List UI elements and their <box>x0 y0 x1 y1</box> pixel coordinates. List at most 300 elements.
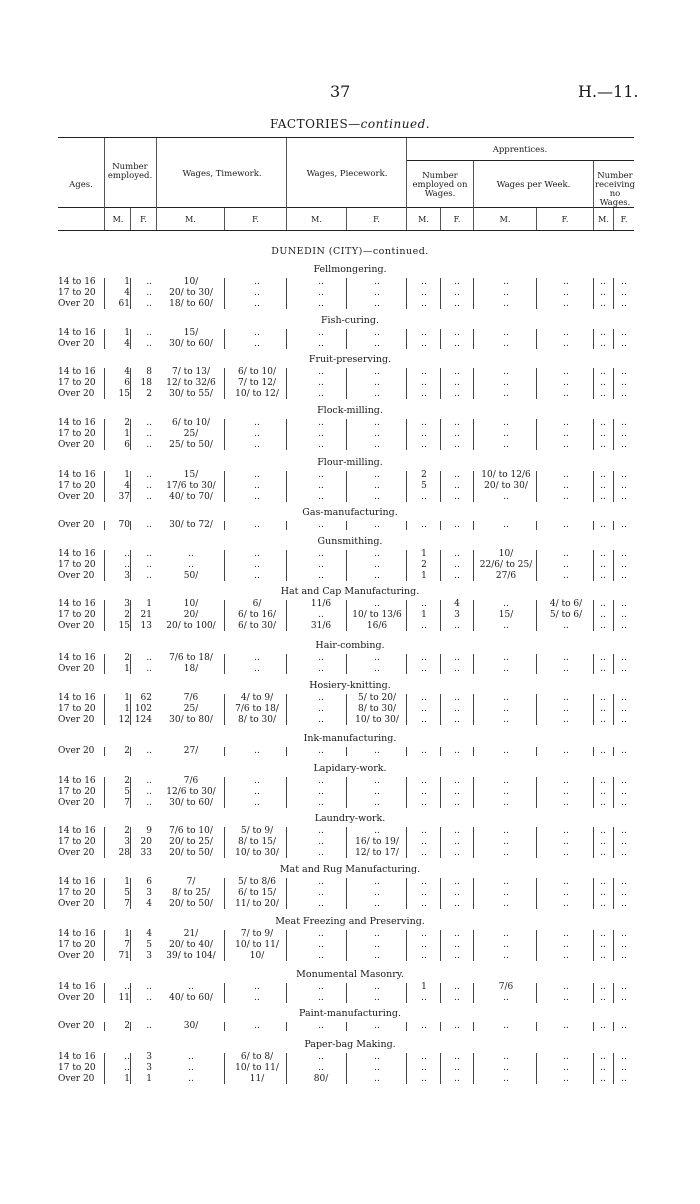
column-separator <box>440 550 441 581</box>
table-cell: .. <box>600 440 606 450</box>
table-cell: .. <box>374 470 380 480</box>
column-separator <box>536 278 537 309</box>
table-cell: 9 <box>146 826 152 836</box>
column-separator <box>536 654 537 674</box>
table-cell: 40/ to 70/ <box>169 492 213 502</box>
table-cell: 1 <box>421 982 427 992</box>
column-separator <box>593 550 594 581</box>
column-separator <box>130 1053 131 1084</box>
ages-header: Ages. <box>69 180 93 190</box>
table-cell: .. <box>454 549 460 559</box>
column-separator <box>473 600 474 631</box>
table-cell: 30/ to 55/ <box>169 389 213 399</box>
table-row <box>0 1052 700 1063</box>
table-cell: .. <box>563 776 569 786</box>
table-cell: .. <box>454 899 460 909</box>
column-separator <box>473 550 474 581</box>
page-title <box>0 117 700 131</box>
table-cell: 5/ to 6/ <box>549 610 583 620</box>
column-separator <box>346 747 347 756</box>
column-separator <box>104 878 105 909</box>
table-cell: .. <box>454 1021 460 1031</box>
age-group-cell: Over 20 <box>58 1074 95 1084</box>
table-cell: 33 <box>140 848 152 858</box>
table-cell: .. <box>600 277 606 287</box>
column-separator <box>104 278 105 309</box>
table-cell: .. <box>621 621 627 631</box>
table-row <box>0 571 700 582</box>
column-separator <box>406 521 407 530</box>
column-separator <box>346 1022 347 1031</box>
table-cell: .. <box>454 492 460 502</box>
table-cell: .. <box>563 339 569 349</box>
table-row <box>0 653 700 664</box>
table-cell: .. <box>503 1063 509 1073</box>
table-cell: 10/ <box>183 277 199 287</box>
table-cell: .. <box>421 940 427 950</box>
column-separator <box>130 930 131 961</box>
table-cell: 61 <box>118 299 130 309</box>
table-cell: .. <box>454 367 460 377</box>
age-group-cell: 17 to 20 <box>58 481 96 491</box>
table-cell: 12/ to 32/6 <box>166 378 216 388</box>
table-cell: .. <box>454 837 460 847</box>
table-cell: .. <box>621 299 627 309</box>
column-separator <box>440 1053 441 1084</box>
table-cell: .. <box>621 951 627 961</box>
age-group-cell: 17 to 20 <box>58 1063 96 1073</box>
table-cell: 10/ <box>249 951 265 961</box>
table-cell: .. <box>454 560 460 570</box>
column-separator <box>613 1053 614 1084</box>
table-cell: 16/6 <box>366 621 388 631</box>
table-cell: .. <box>600 492 606 502</box>
table-cell: .. <box>600 610 606 620</box>
table-cell: 8/ to 30/ <box>238 715 276 725</box>
table-cell: .. <box>454 1063 460 1073</box>
table-row <box>0 481 700 492</box>
table-cell: .. <box>454 940 460 950</box>
table-cell: .. <box>188 982 194 992</box>
column-separator <box>130 550 131 581</box>
table-cell: 1 <box>146 599 152 609</box>
table-cell: .. <box>421 288 427 298</box>
table-cell: .. <box>621 610 627 620</box>
table-cell: 10/ to 12/6 <box>481 470 531 480</box>
age-group-cell: Over 20 <box>58 899 95 909</box>
table-cell: 5 <box>146 940 152 950</box>
table-cell: 2 <box>124 653 130 663</box>
table-cell: .. <box>621 277 627 287</box>
age-group-cell: Over 20 <box>58 746 95 756</box>
table-cell: .. <box>563 798 569 808</box>
table-cell: .. <box>454 693 460 703</box>
table-cell: .. <box>621 877 627 887</box>
table-cell: .. <box>621 982 627 992</box>
table-cell: .. <box>421 339 427 349</box>
column-separator <box>104 471 105 502</box>
column-separator <box>593 471 594 502</box>
table-cell: .. <box>374 389 380 399</box>
age-group-cell: 17 to 20 <box>58 610 96 620</box>
table-cell: 15 <box>118 389 130 399</box>
table-cell: 3 <box>454 610 460 620</box>
age-group-cell: 14 to 16 <box>58 328 96 338</box>
table-cell: .. <box>454 328 460 338</box>
table-cell: .. <box>124 1052 130 1062</box>
table-cell: .. <box>374 1074 380 1084</box>
table-cell: .. <box>621 389 627 399</box>
table-cell: .. <box>621 328 627 338</box>
table-cell: .. <box>318 899 324 909</box>
column-separator <box>224 521 225 530</box>
table-cell: .. <box>600 520 606 530</box>
table-row <box>0 798 700 809</box>
column-separator <box>440 329 441 349</box>
column-separator <box>346 654 347 674</box>
table-cell: .. <box>600 549 606 559</box>
column-separator <box>104 1022 105 1031</box>
table-cell: .. <box>600 664 606 674</box>
table-cell: .. <box>454 787 460 797</box>
table-cell: .. <box>454 982 460 992</box>
column-separator <box>130 1022 131 1031</box>
table-cell: .. <box>421 1074 427 1084</box>
table-row <box>0 982 700 993</box>
table-cell: 11/6 <box>310 599 332 609</box>
table-cell: .. <box>600 328 606 338</box>
table-cell: .. <box>124 1063 130 1073</box>
table-cell: .. <box>124 549 130 559</box>
table-cell: .. <box>421 776 427 786</box>
table-cell: 10/ to 30/ <box>355 715 399 725</box>
table-cell: .. <box>318 1052 324 1062</box>
table-cell: .. <box>454 888 460 898</box>
table-cell: .. <box>146 288 152 298</box>
table-cell: .. <box>374 653 380 663</box>
column-separator <box>536 827 537 858</box>
age-group-cell: 14 to 16 <box>58 929 96 939</box>
column-separator <box>130 471 131 502</box>
table-cell: .. <box>621 378 627 388</box>
column-separator <box>613 777 614 808</box>
table-cell: .. <box>563 715 569 725</box>
column-separator <box>406 747 407 756</box>
age-group-cell: Over 20 <box>58 621 95 631</box>
table-cell: .. <box>600 1074 606 1084</box>
age-group-cell: 14 to 16 <box>58 877 96 887</box>
table-cell: .. <box>318 704 324 714</box>
table-cell: .. <box>621 571 627 581</box>
table-cell: .. <box>318 715 324 725</box>
table-cell: 5 <box>124 787 130 797</box>
table-cell: 27/6 <box>495 571 517 581</box>
table-cell: .. <box>318 277 324 287</box>
table-cell: .. <box>600 389 606 399</box>
table-row <box>0 693 700 704</box>
table-cell: 13 <box>140 621 152 631</box>
table-cell: .. <box>503 653 509 663</box>
age-group-cell: 17 to 20 <box>58 704 96 714</box>
table-cell: 18 <box>140 378 152 388</box>
column-separator <box>613 419 614 450</box>
table-cell: .. <box>621 440 627 450</box>
table-cell: .. <box>454 929 460 939</box>
table-cell: 7/6 <box>183 693 199 703</box>
column-separator <box>440 521 441 530</box>
table-cell: .. <box>600 888 606 898</box>
table-cell: .. <box>421 389 427 399</box>
table-cell: .. <box>600 798 606 808</box>
table-row <box>0 704 700 715</box>
table-row <box>0 470 700 481</box>
table-cell: .. <box>503 299 509 309</box>
table-cell: .. <box>318 470 324 480</box>
column-separator <box>536 930 537 961</box>
table-cell: .. <box>146 571 152 581</box>
column-separator <box>593 600 594 631</box>
table-cell: .. <box>621 288 627 298</box>
table-cell: 10/ <box>183 599 199 609</box>
column-separator <box>536 550 537 581</box>
table-cell: .. <box>254 418 260 428</box>
table-cell: 6 <box>124 440 130 450</box>
table-cell: .. <box>374 1063 380 1073</box>
column-separator <box>593 983 594 1003</box>
column-separator <box>473 1053 474 1084</box>
table-cell: .. <box>421 328 427 338</box>
table-cell: 1 <box>124 704 130 714</box>
table-cell: .. <box>454 378 460 388</box>
table-cell: 2 <box>124 826 130 836</box>
age-group-cell: 14 to 16 <box>58 418 96 428</box>
age-group-cell: 17 to 20 <box>58 888 96 898</box>
table-cell: 5/ to 8/6 <box>238 877 276 887</box>
column-separator <box>593 329 594 349</box>
column-separator <box>613 1022 614 1031</box>
column-separator <box>536 419 537 450</box>
table-cell: 25/ <box>183 429 199 439</box>
table-cell: 20/ to 30/ <box>169 288 213 298</box>
table-cell: 1 <box>124 693 130 703</box>
column-separator <box>346 419 347 450</box>
table-cell: .. <box>503 940 509 950</box>
table-cell: 6/ to 15/ <box>238 888 276 898</box>
table-cell: .. <box>600 1063 606 1073</box>
table-cell: .. <box>421 951 427 961</box>
column-separator <box>613 521 614 530</box>
table-cell: .. <box>503 837 509 847</box>
table-cell: .. <box>454 481 460 491</box>
column-separator <box>440 827 441 858</box>
table-cell: .. <box>421 429 427 439</box>
column-separator <box>536 521 537 530</box>
table-cell: .. <box>318 1021 324 1031</box>
table-cell: 1 <box>146 1074 152 1084</box>
column-separator <box>286 329 287 349</box>
column-separator <box>473 827 474 858</box>
table-cell: .. <box>563 787 569 797</box>
age-group-cell: 17 to 20 <box>58 787 96 797</box>
table-cell: .. <box>318 746 324 756</box>
column-separator <box>130 747 131 756</box>
column-separator <box>440 278 441 309</box>
column-separator <box>104 550 105 581</box>
table-cell: .. <box>563 367 569 377</box>
table-cell: .. <box>421 621 427 631</box>
table-cell: .. <box>374 951 380 961</box>
table-cell: .. <box>621 470 627 480</box>
table-cell: .. <box>374 1052 380 1062</box>
column-separator <box>130 329 131 349</box>
mf-label: M. <box>311 215 322 224</box>
table-cell: .. <box>318 693 324 703</box>
table-cell: .. <box>254 982 260 992</box>
table-cell: .. <box>146 481 152 491</box>
column-separator <box>130 368 131 399</box>
column-separator <box>473 747 474 756</box>
table-cell: 27/ <box>183 746 199 756</box>
table-cell: 2 <box>124 776 130 786</box>
table-cell: .. <box>146 418 152 428</box>
table-cell: .. <box>188 1063 194 1073</box>
age-group-cell: 14 to 16 <box>58 277 96 287</box>
table-cell: .. <box>124 560 130 570</box>
table-cell: .. <box>454 664 460 674</box>
table-cell: .. <box>318 328 324 338</box>
table-cell: .. <box>600 653 606 663</box>
column-separator <box>536 777 537 808</box>
column-separator <box>613 368 614 399</box>
table-cell: 5 <box>421 481 427 491</box>
table-cell: .. <box>254 664 260 674</box>
table-cell: .. <box>563 826 569 836</box>
table-cell: .. <box>503 378 509 388</box>
table-cell: 25/ <box>183 704 199 714</box>
table-cell: .. <box>318 877 324 887</box>
table-cell: 1 <box>124 664 130 674</box>
table-cell: .. <box>421 837 427 847</box>
column-separator <box>130 983 131 1003</box>
column-separator <box>406 694 407 725</box>
table-cell: .. <box>621 837 627 847</box>
table-cell: .. <box>146 470 152 480</box>
table-cell: 7 <box>124 940 130 950</box>
table-cell: .. <box>621 993 627 1003</box>
table-cell: .. <box>454 520 460 530</box>
table-cell: .. <box>254 549 260 559</box>
column-separator <box>406 419 407 450</box>
table-cell: 6/ to 10/ <box>172 418 210 428</box>
table-cell: .. <box>254 288 260 298</box>
column-separator <box>593 521 594 530</box>
table-cell: 2 <box>421 560 427 570</box>
mf-label: F. <box>561 215 569 224</box>
table-cell: .. <box>374 549 380 559</box>
table-cell: 3 <box>124 571 130 581</box>
wages-timework-header: Wages, Timework. <box>182 169 262 179</box>
table-cell: .. <box>563 571 569 581</box>
table-row <box>0 826 700 837</box>
column-separator <box>286 930 287 961</box>
industry-heading: Hosiery-knitting. <box>309 680 391 691</box>
header-bottom-rule <box>58 230 634 231</box>
table-cell: 30/ to 72/ <box>169 520 213 530</box>
industry-heading: Fellmongering. <box>313 264 387 275</box>
table-cell: .. <box>146 787 152 797</box>
table-cell: .. <box>503 693 509 703</box>
table-cell: 2 <box>421 470 427 480</box>
table-cell: 5/ to 9/ <box>240 826 274 836</box>
table-cell: .. <box>503 389 509 399</box>
document-reference: H.—11. <box>578 82 639 101</box>
table-row <box>0 776 700 787</box>
table-cell: .. <box>421 704 427 714</box>
column-separator <box>130 694 131 725</box>
table-cell: .. <box>503 418 509 428</box>
table-cell: .. <box>563 653 569 663</box>
table-row <box>0 418 700 429</box>
table-cell: 2 <box>124 610 130 620</box>
table-cell: .. <box>600 715 606 725</box>
table-cell: .. <box>563 951 569 961</box>
table-cell: .. <box>318 288 324 298</box>
column-separator <box>536 1053 537 1084</box>
table-cell: .. <box>146 339 152 349</box>
table-cell: 7 <box>124 798 130 808</box>
table-cell: .. <box>421 929 427 939</box>
column-separator <box>286 747 287 756</box>
table-cell: .. <box>621 1074 627 1084</box>
table-cell: 18/ to 60/ <box>169 299 213 309</box>
column-separator <box>536 983 537 1003</box>
table-cell: .. <box>146 429 152 439</box>
table-cell: 10/ to 30/ <box>235 848 279 858</box>
table-cell: .. <box>318 837 324 847</box>
table-cell: .. <box>421 787 427 797</box>
column-separator <box>224 368 225 399</box>
table-cell: 4 <box>454 599 460 609</box>
table-cell: 21/ <box>183 929 199 939</box>
table-cell: .. <box>563 877 569 887</box>
table-cell: 6/ <box>252 599 262 609</box>
table-cell: 4 <box>146 929 152 939</box>
table-cell: .. <box>563 328 569 338</box>
table-cell: .. <box>146 277 152 287</box>
table-row <box>0 560 700 571</box>
table-cell: 37 <box>118 492 130 502</box>
table-cell: 8 <box>146 367 152 377</box>
table-cell: 17/6 to 30/ <box>166 481 216 491</box>
table-cell: .. <box>421 715 427 725</box>
column-separator <box>473 777 474 808</box>
table-cell: 1 <box>421 571 427 581</box>
table-cell: 7/ to 12/ <box>238 378 276 388</box>
column-separator <box>440 1022 441 1031</box>
table-cell: .. <box>254 481 260 491</box>
column-separator <box>346 600 347 631</box>
table-cell: .. <box>600 929 606 939</box>
column-separator <box>286 777 287 808</box>
table-cell: .. <box>621 664 627 674</box>
wages-per-week-header: Wages per Week. <box>496 180 571 190</box>
column-separator <box>613 278 614 309</box>
column-separator <box>613 878 614 909</box>
industry-heading: Flock-milling. <box>317 405 383 416</box>
table-cell: .. <box>146 746 152 756</box>
column-separator <box>224 1022 225 1031</box>
table-cell: 30/ to 60/ <box>169 339 213 349</box>
